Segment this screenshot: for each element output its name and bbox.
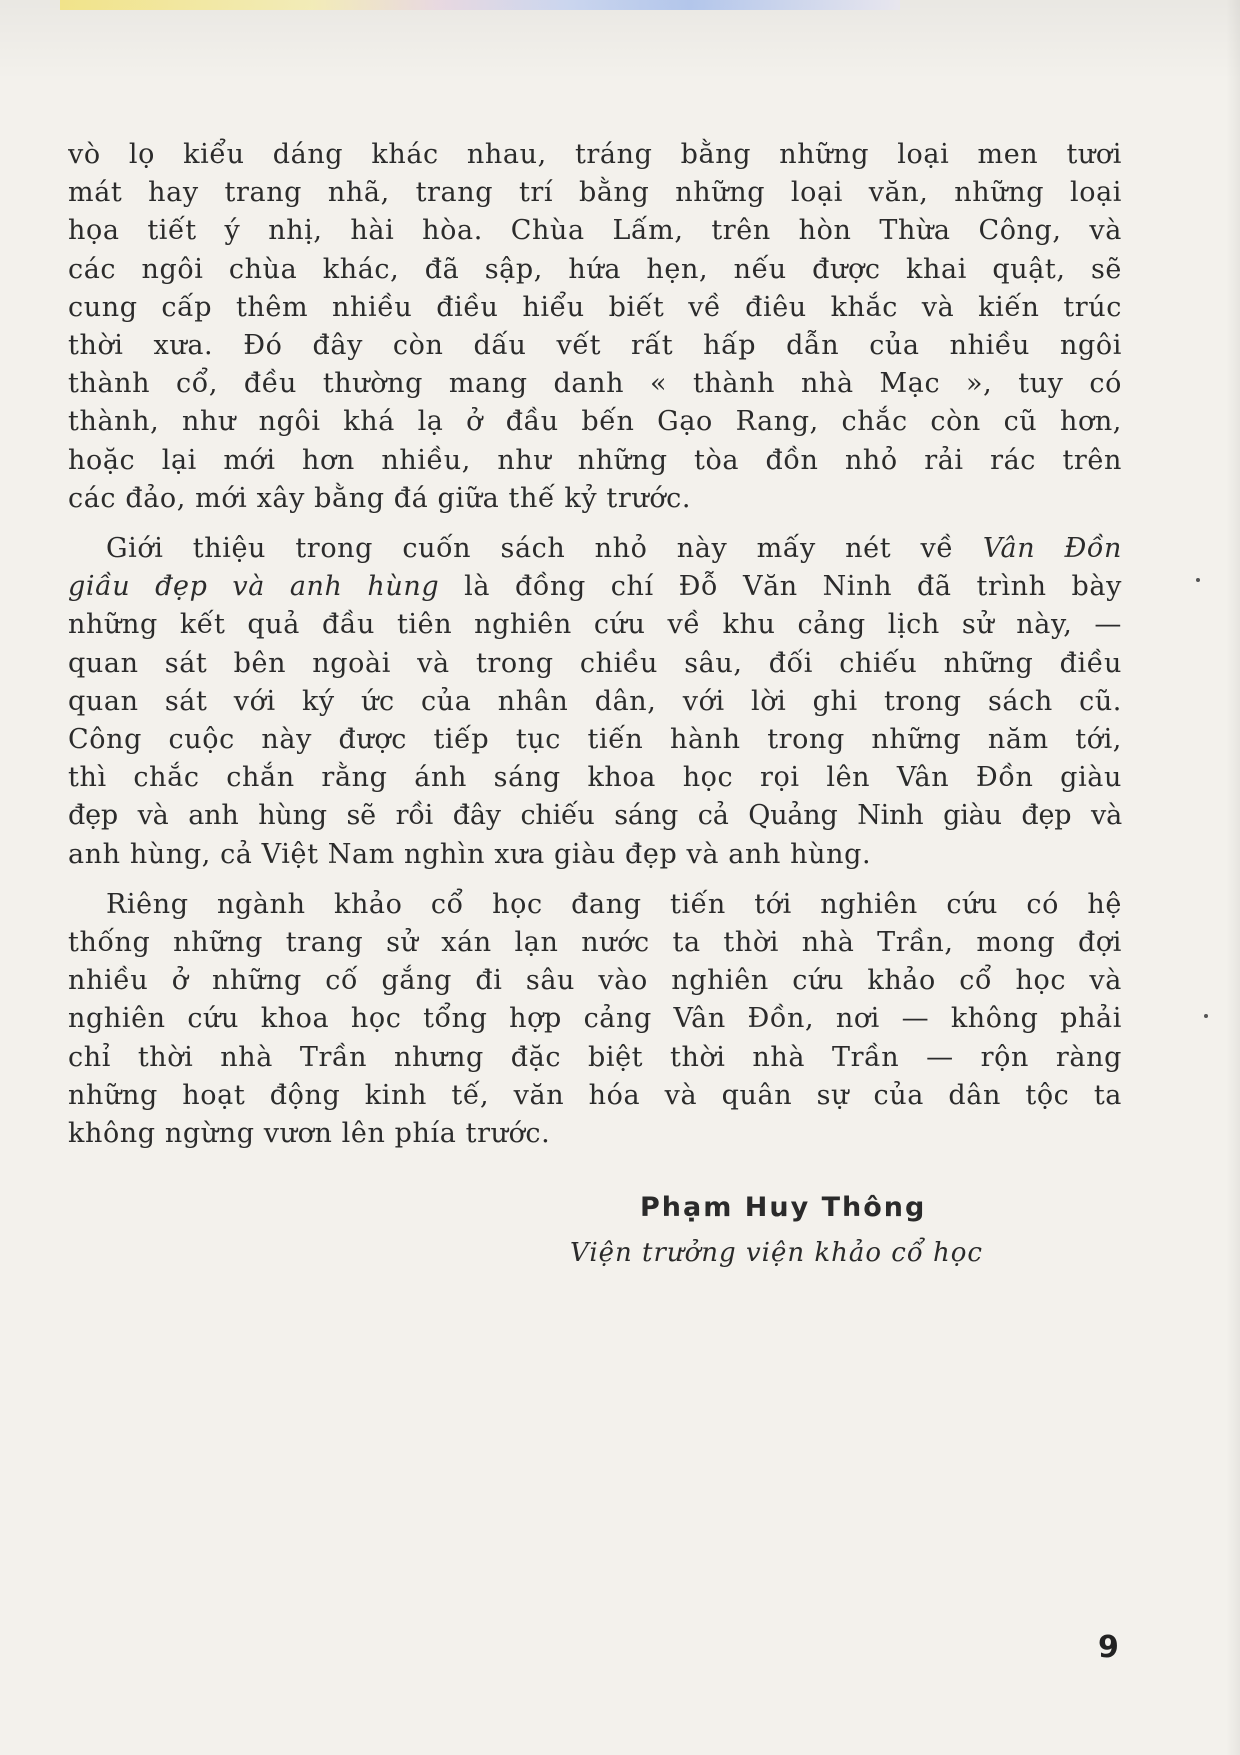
text-line: mát hay trang nhã, trang trí bằng những loại văn, những loại <box>68 177 1122 209</box>
text-line: nhiều ở những cố gắng đi sâu vào nghiên cứu khảo cổ học và <box>68 965 1122 997</box>
text-line: chỉ thời nhà Trần nhưng đặc biệt thời nhà Trần — rộn ràng <box>68 1041 1122 1073</box>
paragraph-3 <box>68 886 1122 1153</box>
text-fragment: Giới thiệu trong cuốn sách nhỏ này mấy nét về <box>106 533 983 565</box>
paragraph-2 <box>68 530 1122 874</box>
body-text <box>68 136 1122 1153</box>
text-line: thì chắc chắn rằng ánh sáng khoa học rọi lên Vân Đồn giàu <box>68 762 1122 794</box>
scan-speck <box>1196 578 1200 582</box>
signature-name: Phạm Huy Thông <box>640 1192 927 1223</box>
text-line: hoặc lại mới hơn nhiều, như những tòa đồn nhỏ rải rác trên <box>68 444 1122 476</box>
text-line: thành, như ngôi khá lạ ở đầu bến Gạo Rang, chắc còn cũ hơn, <box>68 406 1122 438</box>
text-line: thời xưa. Đó đây còn dấu vết rất hấp dẫn của nhiều ngôi <box>68 330 1122 362</box>
page-edge <box>1226 0 1240 1755</box>
scan-shadow <box>0 0 1240 80</box>
signature-title: Viện trưởng viện khảo cổ học <box>570 1238 983 1268</box>
text-line: những hoạt động kinh tế, văn hóa và quân sự của dân tộc ta <box>68 1079 1122 1111</box>
text-line: Công cuộc này được tiếp tục tiến hành trong những năm tới, <box>68 724 1122 756</box>
text-line: quan sát bên ngoài và trong chiều sâu, đối chiếu những điều <box>68 647 1122 679</box>
paragraph-1 <box>68 136 1122 518</box>
text-line: các ngôi chùa khác, đã sập, hứa hẹn, nếu được khai quật, sẽ <box>68 253 1122 285</box>
text-line: họa tiết ý nhị, hài hòa. Chùa Lấm, trên hòn Thừa Công, và <box>68 215 1122 247</box>
text-line: những kết quả đầu tiên nghiên cứu về khu cảng lịch sử này, — <box>68 609 1122 641</box>
book-title-part-2: giầu đẹp và anh hùng <box>68 571 440 603</box>
text-line: anh hùng, cả Việt Nam nghìn xưa giàu đẹp và anh hùng. <box>68 838 872 870</box>
text-line: thành cổ, đều thường mang danh « thành nhà Mạc », tuy có <box>68 368 1122 400</box>
text-line: nghiên cứu khoa học tổng hợp cảng Vân Đồn, nơi — không phải <box>68 1003 1122 1035</box>
text-fragment: là đồng chí Đỗ Văn Ninh đã trình bày <box>439 571 1122 603</box>
text-line: cung cấp thêm nhiều điều hiểu biết về điêu khắc và kiến trúc <box>68 291 1122 323</box>
text-line: đẹp và anh hùng sẽ rồi đây chiếu sáng cả Quảng Ninh giàu đẹp và <box>68 800 1122 832</box>
text-line: không ngừng vươn lên phía trước. <box>68 1118 551 1150</box>
text-line: Riêng ngành khảo cổ học đang tiến tới nghiên cứu có hệ <box>106 888 1122 920</box>
text-line: quan sát với ký ức của nhân dân, với lời ghi trong sách cũ. <box>68 685 1122 717</box>
text-line <box>68 530 1122 568</box>
text-line <box>68 568 1122 606</box>
book-title-part-1: Vân Đồn <box>982 533 1122 565</box>
text-line: vò lọ kiểu dáng khác nhau, tráng bằng những loại men tươi <box>68 139 1122 170</box>
scan-speck <box>1204 1014 1208 1018</box>
text-line: các đảo, mới xây bằng đá giữa thế kỷ trước. <box>68 482 692 514</box>
text-line: thống những trang sử xán lạn nước ta thời nhà Trần, mong đợi <box>68 927 1122 959</box>
page-number: 9 <box>1098 1630 1119 1665</box>
scan-color-strip <box>60 0 900 10</box>
